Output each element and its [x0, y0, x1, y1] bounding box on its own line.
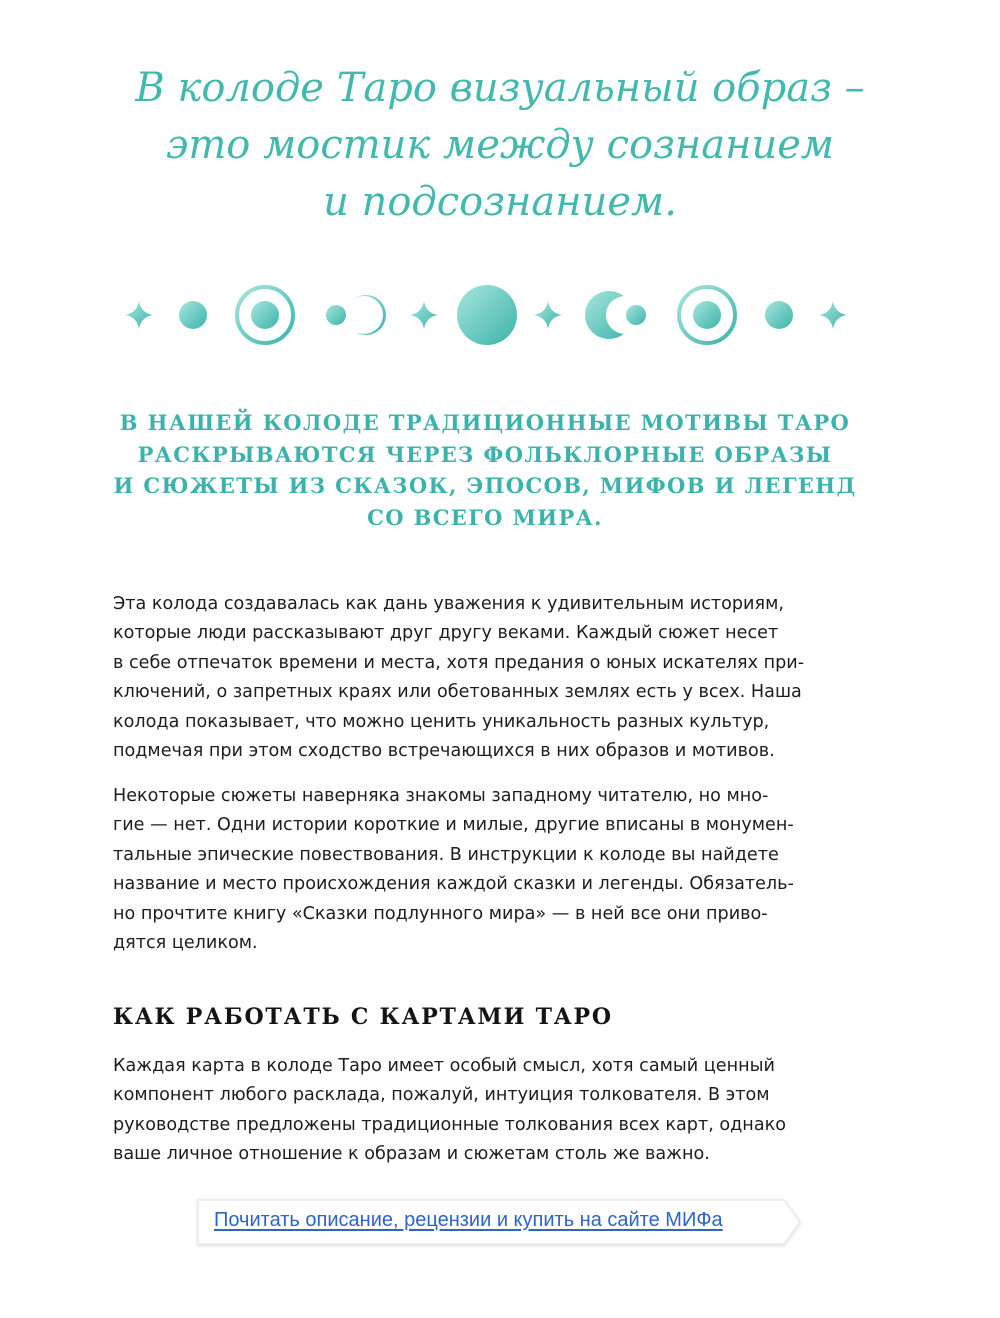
- lead-statement: [100, 407, 870, 533]
- paragraph-line: руководстве предложены традиционные толкования всех карт, однако: [113, 1114, 786, 1135]
- paragraph-line: ключений, о запретных краях или обетованных землях есть у всех. Наша: [113, 682, 802, 703]
- ringed-moon-icon: [679, 287, 735, 343]
- lead-line: РАСКРЫВАЮТСЯ ЧЕРЕЗ ФОЛЬКЛОРНЫЕ ОБРАЗЫ: [137, 441, 833, 467]
- body-paragraph-stories: [113, 782, 873, 958]
- lead-line: В НАШЕЙ КОЛОДЕ ТРАДИЦИОННЫЕ МОТИВЫ ТАРО: [119, 410, 851, 435]
- paragraph-line: колода показывает, что можно ценить уникальность разных культур,: [113, 711, 770, 732]
- ringed-moon-icon: [237, 287, 293, 343]
- pull-quote: [60, 60, 940, 231]
- buy-link[interactable]: Почитать описание, рецензии и купить на сайте МИФа: [214, 1209, 723, 1231]
- body-paragraph-intro: [113, 590, 873, 766]
- paragraph-line: тальные эпические повествования. В инструкции к колоде вы найдете: [113, 844, 779, 865]
- paragraph-line: Эта колода создавалась как дань уважения к удивительным историям,: [113, 594, 784, 614]
- moon-phases-divider: [100, 270, 900, 360]
- waxing-moon-icon: [326, 295, 386, 335]
- full-moon-icon: [179, 301, 207, 329]
- star-icon: [125, 301, 153, 329]
- lead-line: СО ВСЕГО МИРА.: [367, 504, 603, 530]
- star-icon: [410, 301, 438, 329]
- paragraph-line: в себе отпечаток времени и места, хотя предания о юных искателях при-: [113, 652, 805, 673]
- body-paragraph-how-to: [113, 1052, 873, 1170]
- paragraph-line: название и место происхождения каждой сказки и легенды. Обязатель-: [113, 874, 794, 895]
- paragraph-line: подмечая при этом сходство встречающихся в них образов и мотивов.: [113, 741, 775, 762]
- quote-line: В колоде Таро визуальный образ –: [135, 65, 865, 111]
- paragraph-line: гие — нет. Одни истории короткие и милые, другие вписаны в монумен-: [113, 815, 794, 836]
- paragraph-line: которые люди рассказывают друг другу веками. Каждый сюжет несет: [113, 623, 779, 644]
- star-icon: [819, 301, 847, 329]
- paragraph-line: дятся целиком.: [113, 933, 258, 954]
- quote-line: это мостик между сознанием: [165, 122, 835, 168]
- section-heading: КАК РАБОТАТЬ С КАРТАМИ ТАРО: [113, 1004, 613, 1030]
- paragraph-line: компонент любого расклада, пожалуй, интуиция толкователя. В этом: [113, 1085, 770, 1106]
- buy-link-banner[interactable]: [194, 1196, 806, 1248]
- large-full-moon-icon: [457, 285, 517, 345]
- waning-moon-icon: [585, 291, 646, 339]
- full-moon-icon: [765, 301, 793, 329]
- paragraph-line: Некоторые сюжеты наверняка знакомы западному читателю, но мно-: [113, 786, 769, 806]
- quote-line: и подсознанием.: [323, 179, 677, 225]
- star-icon: [534, 301, 562, 329]
- paragraph-line: ваше личное отношение к образам и сюжетам столь же важно.: [113, 1144, 710, 1165]
- lead-line: И СЮЖЕТЫ ИЗ СКАЗОК, ЭПОСОВ, МИФОВ И ЛЕГЕНД: [113, 473, 857, 498]
- paragraph-line: Каждая карта в колоде Таро имеет особый смысл, хотя самый ценный: [113, 1056, 775, 1076]
- paragraph-line: но прочтите книгу «Сказки подлунного мира» — в ней все они приво-: [113, 903, 768, 924]
